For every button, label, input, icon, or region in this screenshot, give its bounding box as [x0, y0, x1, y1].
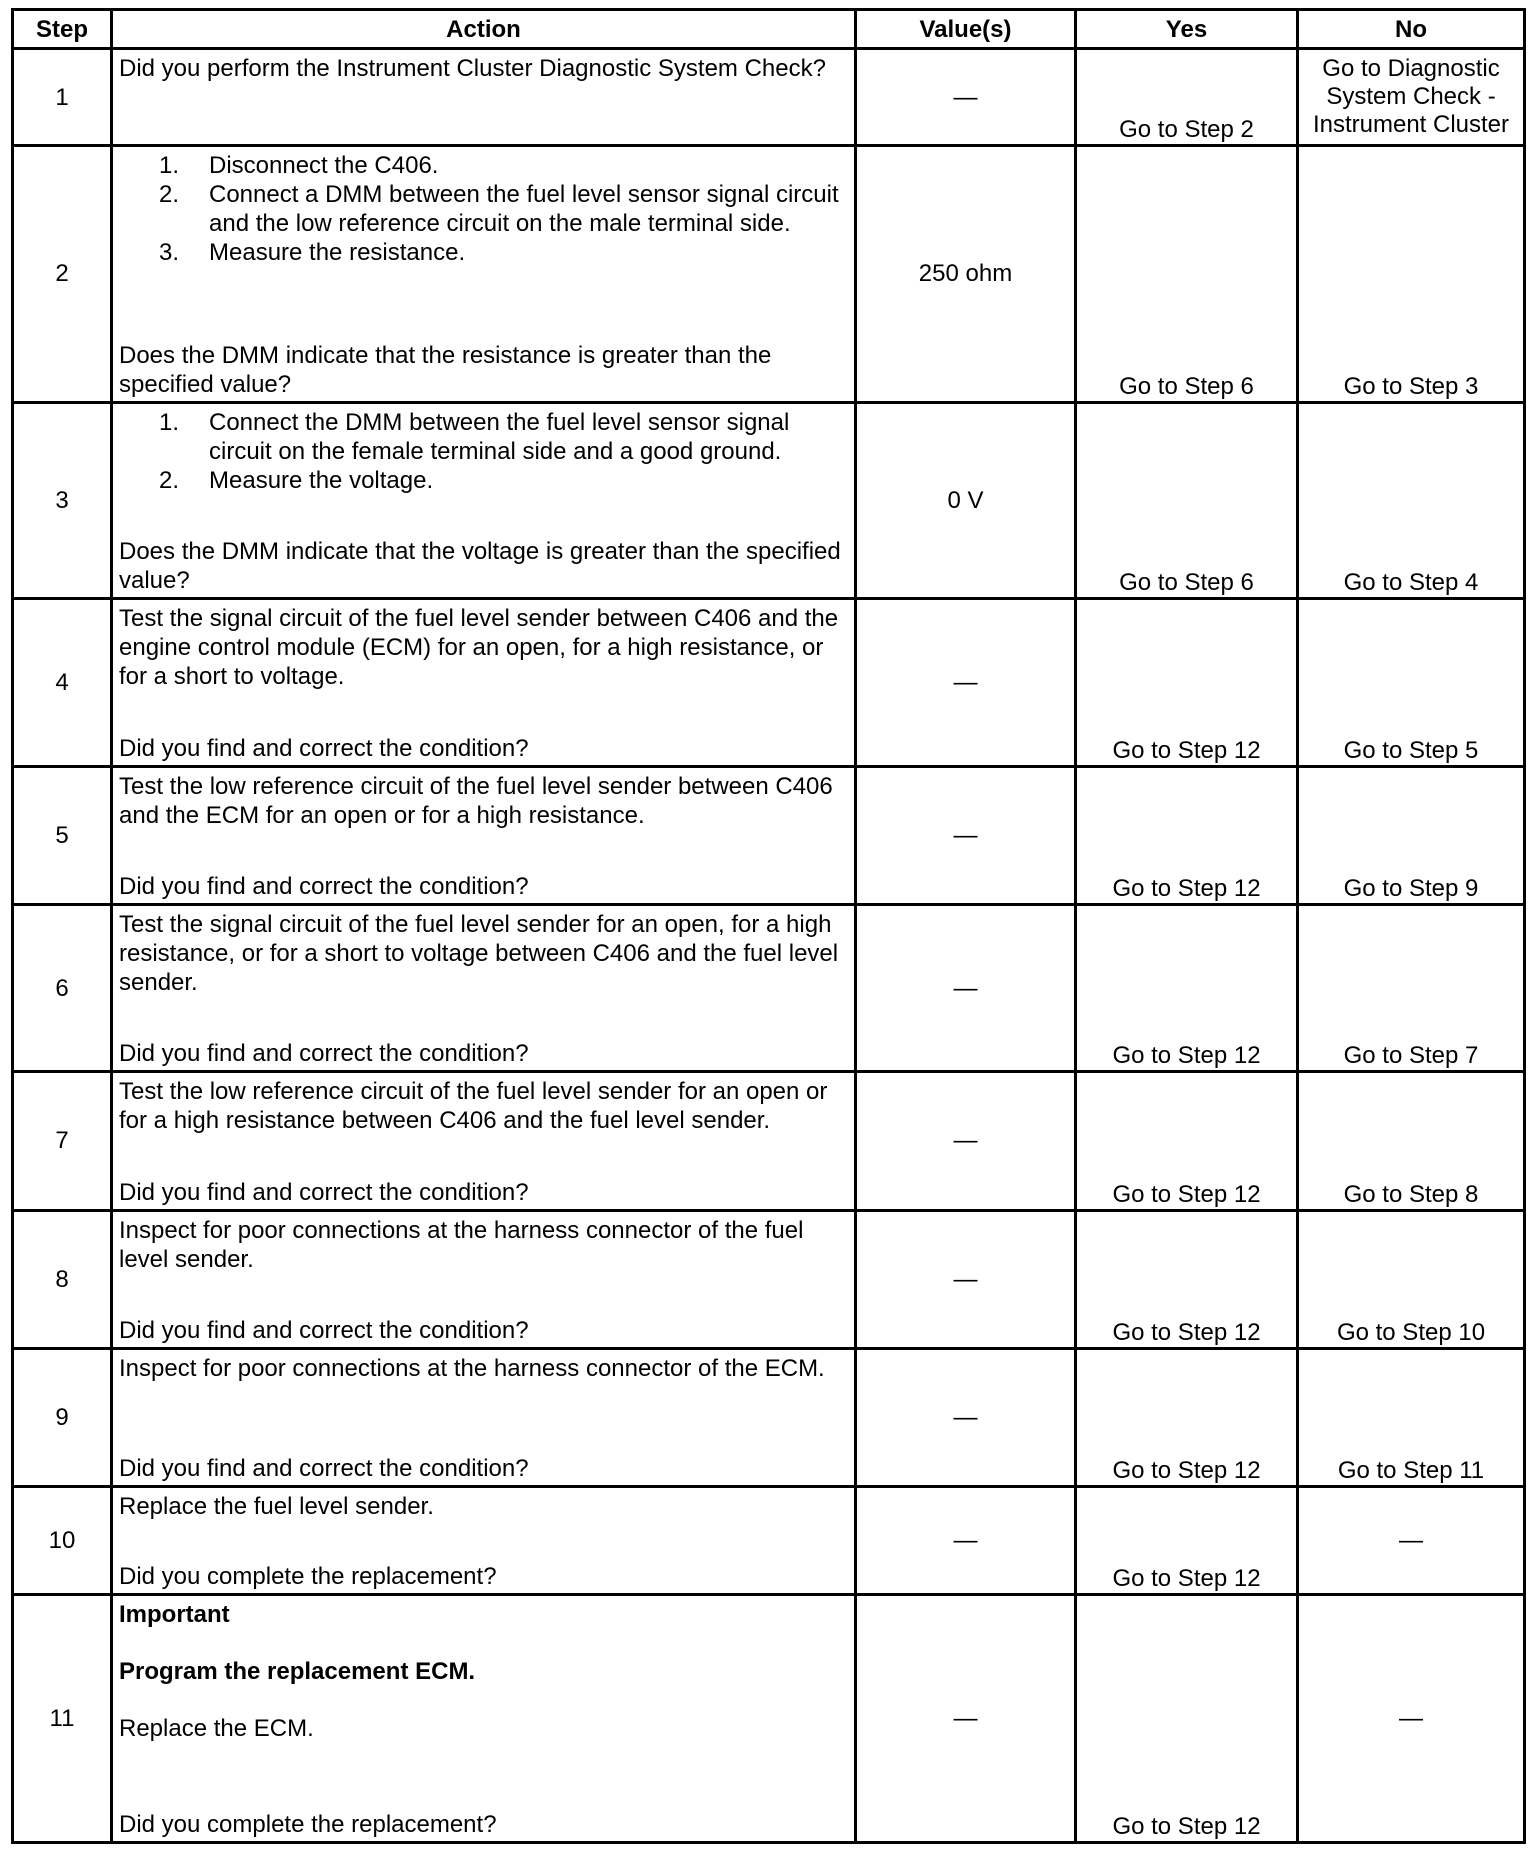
no-cell: Go to Step 11: [1298, 1348, 1525, 1486]
action-text: Replace the fuel level sender.: [119, 1493, 434, 1521]
action-cell: [112, 904, 856, 1071]
action-cell: [112, 599, 856, 766]
question-text: Did you find and correct the condition?: [119, 1178, 529, 1206]
no-cell: Go to Step 7: [1298, 904, 1525, 1071]
important-note: Program the replacement ECM.: [119, 1658, 476, 1686]
value-cell: —: [856, 49, 1076, 146]
header-row: [13, 10, 1525, 49]
value-cell: —: [856, 1348, 1076, 1486]
step-number: 8: [13, 1210, 112, 1348]
action-text: Replace the ECM.: [119, 1715, 314, 1743]
list-item: 2. Measure the voltage.: [159, 466, 434, 494]
table-row: [13, 49, 1525, 146]
action-cell: [112, 1487, 856, 1595]
step-number: 3: [13, 402, 112, 598]
yes-cell: Go to Step 12: [1076, 1348, 1298, 1486]
yes-cell: Go to Step 12: [1076, 1595, 1298, 1843]
yes-cell: Go to Step 12: [1076, 1072, 1298, 1210]
question-text: Does the DMM indicate that the resistance is greater than the specified value?: [119, 341, 772, 398]
action-cell: [112, 146, 856, 403]
header-step: Step: [13, 10, 112, 49]
no-cell: Go to Step 5: [1298, 599, 1525, 766]
action-text: Inspect for poor connections at the harness connector of the ECM.: [119, 1354, 825, 1382]
yes-cell: Go to Step 6: [1076, 402, 1298, 598]
yes-cell: Go to Step 12: [1076, 1487, 1298, 1595]
no-cell: —: [1298, 1595, 1525, 1843]
substep-list: [119, 151, 848, 267]
action-text: Test the low reference circuit of the fuel level sender between C406 and the ECM for an open or for a high resistance.: [119, 772, 833, 829]
yes-cell: Go to Step 12: [1076, 599, 1298, 766]
table-row: [13, 904, 1525, 1071]
value-cell: —: [856, 766, 1076, 904]
question-text: Did you complete the replacement?: [119, 1563, 497, 1591]
list-item: 3. Measure the resistance.: [159, 239, 466, 267]
no-cell: Go to Step 4: [1298, 402, 1525, 598]
step-number: 4: [13, 599, 112, 766]
header-yes: Yes: [1076, 10, 1298, 49]
no-cell: —: [1298, 1487, 1525, 1595]
step-number: 5: [13, 766, 112, 904]
header-values: Value(s): [856, 10, 1076, 49]
table-row: [13, 146, 1525, 403]
action-text: Inspect for poor connections at the harness connector of the fuel level sender.: [119, 1216, 804, 1273]
value-cell: —: [856, 1072, 1076, 1210]
no-cell: Go to Step 3: [1298, 146, 1525, 403]
action-text: Test the low reference circuit of the fuel level sender for an open or for a high resistance between C406 and the fuel level sender.: [119, 1078, 828, 1135]
value-cell: 0 V: [856, 402, 1076, 598]
no-cell: Go to Step 9: [1298, 766, 1525, 904]
step-number: 1: [13, 49, 112, 146]
step-number: 2: [13, 146, 112, 403]
list-item: 1. Connect the DMM between the fuel level sensor signal circuit on the female terminal side and a good ground.: [159, 408, 790, 465]
step-number: 6: [13, 904, 112, 1071]
list-item: 2. Connect a DMM between the fuel level sensor signal circuit and the low reference circuit on the male terminal side.: [159, 181, 839, 238]
action-cell: [112, 402, 856, 598]
table-row: [13, 1072, 1525, 1210]
value-cell: 250 ohm: [856, 146, 1076, 403]
step-number: 11: [13, 1595, 112, 1843]
action-cell: [112, 1595, 856, 1843]
table-row: [13, 766, 1525, 904]
action-cell: [112, 1348, 856, 1486]
action-text: Test the signal circuit of the fuel level sender between C406 and the engine control module (ECM) for an open, for a high resistance, or for a short to voltage.: [119, 605, 839, 691]
question-text: Did you find and correct the condition?: [119, 1040, 529, 1068]
important-label: Important: [119, 1601, 230, 1629]
action-cell: [112, 766, 856, 904]
action-cell: [112, 1072, 856, 1210]
list-item: 1. Disconnect the C406.: [159, 152, 439, 180]
action-text: Test the signal circuit of the fuel level sender for an open, for a high resistance, or for a short to voltage between C406 and the fuel level sender.: [119, 910, 839, 996]
table-row: [13, 1487, 1525, 1595]
diagnostic-table-container: [11, 8, 1523, 1844]
value-cell: —: [856, 599, 1076, 766]
yes-cell: Go to Step 12: [1076, 766, 1298, 904]
question-text: Did you find and correct the condition?: [119, 1316, 529, 1344]
diagnostic-table: [11, 8, 1526, 1844]
value-cell: —: [856, 1487, 1076, 1595]
question-text: Did you find and correct the condition?: [119, 1455, 529, 1483]
value-cell: —: [856, 1210, 1076, 1348]
yes-cell: Go to Step 6: [1076, 146, 1298, 403]
table-row: [13, 599, 1525, 766]
yes-cell: Go to Step 12: [1076, 904, 1298, 1071]
step-number: 7: [13, 1072, 112, 1210]
table-row: [13, 1595, 1525, 1843]
question-text: Did you find and correct the condition?: [119, 734, 529, 762]
table-row: [13, 1210, 1525, 1348]
question-text: Did you find and correct the condition?: [119, 872, 529, 900]
header-no: No: [1298, 10, 1525, 49]
action-cell: [112, 49, 856, 146]
header-action: Action: [112, 10, 856, 49]
question-text: Did you complete the replacement?: [119, 1811, 497, 1838]
table-row: [13, 1348, 1525, 1486]
no-cell: Go to Step 10: [1298, 1210, 1525, 1348]
value-cell: —: [856, 904, 1076, 1071]
no-cell: Go to Diagnostic System Check - Instrument Cluster: [1298, 49, 1525, 146]
yes-cell: Go to Step 12: [1076, 1210, 1298, 1348]
no-cell: Go to Step 8: [1298, 1072, 1525, 1210]
action-text: Did you perform the Instrument Cluster Diagnostic System Check?: [119, 55, 826, 82]
substep-list: [119, 408, 848, 495]
yes-cell: Go to Step 2: [1076, 49, 1298, 146]
action-cell: [112, 1210, 856, 1348]
table-row: [13, 402, 1525, 598]
question-text: Does the DMM indicate that the voltage is greater than the specified value?: [119, 538, 841, 595]
step-number: 10: [13, 1487, 112, 1595]
value-cell: —: [856, 1595, 1076, 1843]
step-number: 9: [13, 1348, 112, 1486]
